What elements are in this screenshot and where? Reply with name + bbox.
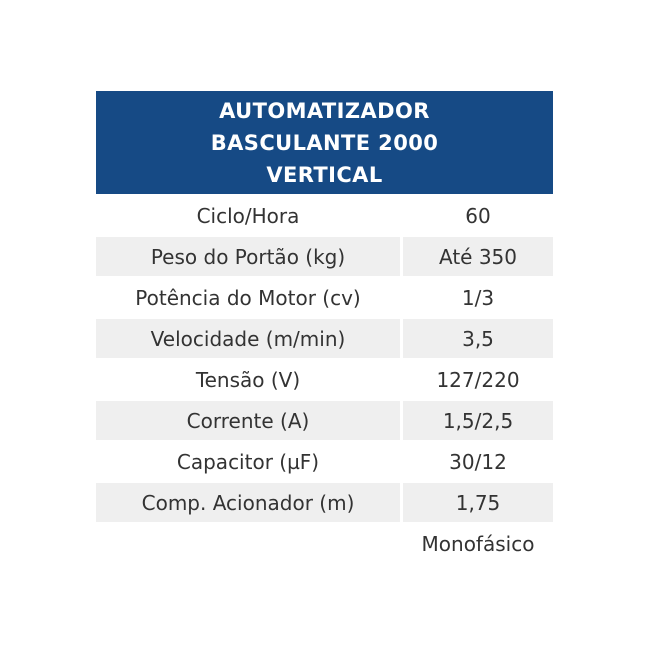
spec-table-title	[96, 91, 553, 194]
spec-row-label: Tensão (V)	[96, 360, 400, 399]
spec-row-label: Ciclo/Hora	[96, 196, 400, 235]
spec-row-value: Monofásico	[403, 524, 553, 563]
spec-row-value: 1,75	[403, 483, 553, 522]
spec-row-label: Comp. Acionador (m)	[96, 483, 400, 522]
spec-title-line-2: BASCULANTE 2000	[210, 130, 439, 155]
spec-title-line-1: AUTOMATIZADOR	[219, 98, 430, 123]
spec-row-label: Corrente (A)	[96, 401, 400, 440]
product-spec-table	[96, 91, 553, 563]
spec-row-value: 1,5/2,5	[403, 401, 553, 440]
spec-row-label: Capacitor (µF)	[96, 442, 400, 481]
spec-row-label: Potência do Motor (cv)	[96, 278, 400, 317]
spec-row-label: Peso do Portão (kg)	[96, 237, 400, 276]
spec-row-label: Velocidade (m/min)	[96, 319, 400, 358]
spec-row-value: 127/220	[403, 360, 553, 399]
spec-row-value: 30/12	[403, 442, 553, 481]
spec-row-value: 3,5	[403, 319, 553, 358]
spec-row-value: 60	[403, 196, 553, 235]
spec-row-label	[96, 524, 400, 563]
spec-title-line-3: VERTICAL	[266, 162, 383, 187]
spec-row-value: Até 350	[403, 237, 553, 276]
spec-row-value: 1/3	[403, 278, 553, 317]
spec-table-rows	[96, 196, 553, 563]
